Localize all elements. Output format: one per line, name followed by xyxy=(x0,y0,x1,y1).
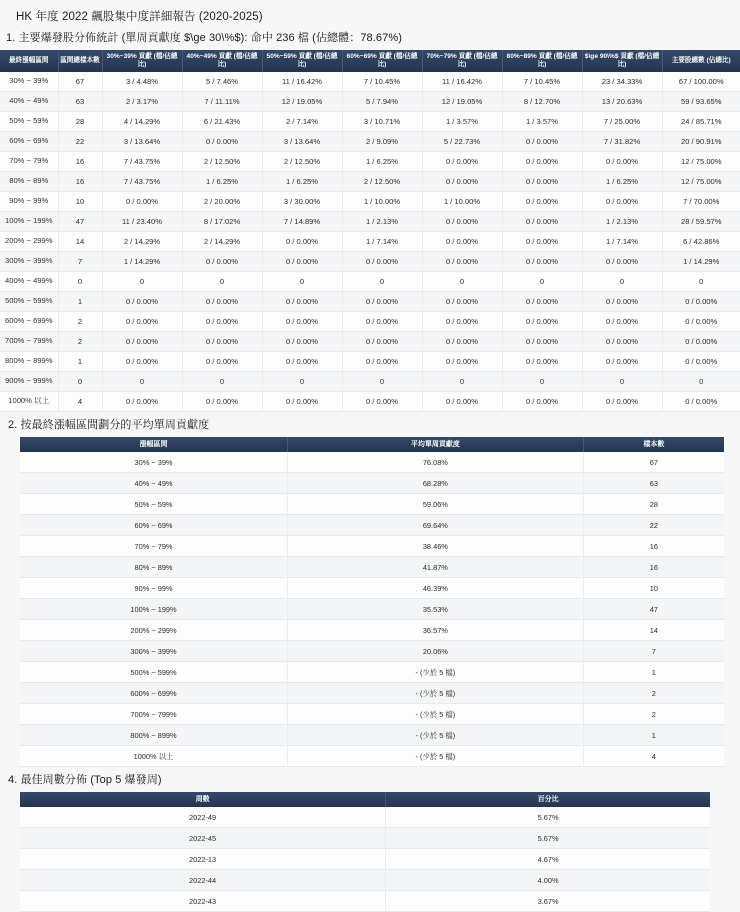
table-row xyxy=(0,92,740,112)
cell-avg: 59.06% xyxy=(288,494,584,515)
table-row xyxy=(0,112,740,132)
cell-sample-count: 67 xyxy=(58,72,102,92)
section-4-heading: 4. 最佳周數分佈 (Top 5 爆發周) xyxy=(8,774,162,786)
cell-percentage: 5.67% xyxy=(386,807,710,828)
table-row xyxy=(20,725,724,746)
cell-ge-90: 0 / 0.00% xyxy=(582,332,662,352)
cell-30-39: 0 / 0.00% xyxy=(102,312,182,332)
cell-range: 80% ~ 89% xyxy=(20,557,288,578)
cell-80-89: 0 / 0.00% xyxy=(502,212,582,232)
cell-70-79: 0 / 0.00% xyxy=(422,352,502,372)
cell-sample-count: 22 xyxy=(58,132,102,152)
avg-contribution-table xyxy=(20,437,724,767)
cell-avg: - (少於 5 檔) xyxy=(288,662,584,683)
cell-50-59: 0 / 0.00% xyxy=(262,392,342,412)
cell-50-59: 0 / 0.00% xyxy=(262,232,342,252)
cell-60-69: 0 xyxy=(342,372,422,392)
table-row xyxy=(20,536,724,557)
cell-ge-90: 0 / 0.00% xyxy=(582,392,662,412)
section-2-heading: 2. 按最終漲幅區間劃分的平均單周貢獻度 xyxy=(8,419,210,431)
cell-70-79: 0 / 0.00% xyxy=(422,232,502,252)
column-header-70-79: 70%~79% 貢獻 (檔/佔總比) xyxy=(422,50,502,72)
table-row xyxy=(20,870,710,891)
cell-60-69: 1 / 6.25% xyxy=(342,152,422,172)
table-row xyxy=(0,272,740,292)
cell-ge-90: 1 / 6.25% xyxy=(582,172,662,192)
cell-ge-90: 0 / 0.00% xyxy=(582,252,662,272)
cell-range: 70% ~ 79% xyxy=(0,152,58,172)
page-title: HK 年度 2022 飆股集中度詳細報告 (2020-2025) xyxy=(16,11,263,23)
column-header-ge-90: $\ge 90\%$ 貢獻 (檔/佔總比) xyxy=(582,50,662,72)
cell-count: 14 xyxy=(583,620,724,641)
table-row xyxy=(0,352,740,372)
cell-80-89: 0 / 0.00% xyxy=(502,232,582,252)
table-row xyxy=(20,891,710,912)
cell-40-49: 8 / 17.02% xyxy=(182,212,262,232)
cell-40-49: 0 / 0.00% xyxy=(182,392,262,412)
cell-sample-count: 14 xyxy=(58,232,102,252)
column-header-range: 漲幅區間 xyxy=(20,437,288,452)
distribution-table-body xyxy=(0,72,740,412)
cell-40-49: 2 / 12.50% xyxy=(182,152,262,172)
cell-50-59: 2 / 7.14% xyxy=(262,112,342,132)
cell-avg: - (少於 5 檔) xyxy=(288,725,584,746)
cell-count: 10 xyxy=(583,578,724,599)
cell-range: 1000% 以上 xyxy=(20,746,288,767)
cell-range: 200% ~ 299% xyxy=(20,620,288,641)
cell-range: 600% ~ 699% xyxy=(0,312,58,332)
cell-60-69: 0 xyxy=(342,272,422,292)
cell-80-89: 0 / 0.00% xyxy=(502,192,582,212)
table-row xyxy=(0,72,740,92)
table-header-row xyxy=(20,437,724,452)
avg-contribution-table-body xyxy=(20,452,724,767)
cell-40-49: 5 / 7.46% xyxy=(182,72,262,92)
cell-range: 200% ~ 299% xyxy=(0,232,58,252)
cell-week: 2022-45 xyxy=(20,828,386,849)
table-row xyxy=(20,494,724,515)
cell-ge-90: 0 / 0.00% xyxy=(582,292,662,312)
cell-50-59: 7 / 14.89% xyxy=(262,212,342,232)
column-header-30-39: 30%~39% 貢獻 (檔/佔總比) xyxy=(102,50,182,72)
cell-range: 50% ~ 59% xyxy=(20,494,288,515)
cell-ge-90: 7 / 25.00% xyxy=(582,112,662,132)
cell-40-49: 0 xyxy=(182,272,262,292)
table-row xyxy=(20,662,724,683)
cell-60-69: 3 / 10.71% xyxy=(342,112,422,132)
cell-avg: 41.87% xyxy=(288,557,584,578)
cell-total: 0 / 0.00% xyxy=(662,292,740,312)
cell-60-69: 0 / 0.00% xyxy=(342,352,422,372)
cell-80-89: 0 / 0.00% xyxy=(502,252,582,272)
table-row xyxy=(20,746,724,767)
cell-40-49: 0 / 0.00% xyxy=(182,252,262,272)
cell-80-89: 0 / 0.00% xyxy=(502,132,582,152)
cell-sample-count: 63 xyxy=(58,92,102,112)
cell-total: 12 / 75.00% xyxy=(662,152,740,172)
cell-count: 16 xyxy=(583,536,724,557)
cell-50-59: 0 / 0.00% xyxy=(262,252,342,272)
top-weeks-table-wrap xyxy=(0,792,740,912)
cell-week: 2022-44 xyxy=(20,870,386,891)
cell-percentage: 4.00% xyxy=(386,870,710,891)
cell-30-39: 0 / 0.00% xyxy=(102,292,182,312)
cell-ge-90: 1 / 7.14% xyxy=(582,232,662,252)
cell-50-59: 0 xyxy=(262,372,342,392)
cell-70-79: 0 / 0.00% xyxy=(422,312,502,332)
cell-week: 2022-13 xyxy=(20,849,386,870)
cell-40-49: 0 / 0.00% xyxy=(182,312,262,332)
cell-count: 28 xyxy=(583,494,724,515)
cell-70-79: 1 / 3.57% xyxy=(422,112,502,132)
column-header-60-69: 60%~69% 貢獻 (檔/佔總比) xyxy=(342,50,422,72)
table-row xyxy=(20,641,724,662)
cell-30-39: 7 / 43.75% xyxy=(102,152,182,172)
column-header-sample-count: 樣本數 xyxy=(583,437,724,452)
cell-avg: 46.39% xyxy=(288,578,584,599)
cell-40-49: 7 / 11.11% xyxy=(182,92,262,112)
table-header-row xyxy=(20,792,710,807)
cell-total: 0 xyxy=(662,372,740,392)
cell-50-59: 3 / 13.64% xyxy=(262,132,342,152)
cell-sample-count: 2 xyxy=(58,312,102,332)
cell-40-49: 0 / 0.00% xyxy=(182,292,262,312)
table-row xyxy=(20,578,724,599)
cell-60-69: 2 / 9.09% xyxy=(342,132,422,152)
cell-range: 500% ~ 599% xyxy=(0,292,58,312)
table-row xyxy=(0,152,740,172)
cell-total: 0 / 0.00% xyxy=(662,392,740,412)
top-weeks-table-header xyxy=(20,792,710,807)
cell-50-59: 0 / 0.00% xyxy=(262,352,342,372)
cell-50-59: 0 / 0.00% xyxy=(262,312,342,332)
cell-80-89: 0 xyxy=(502,272,582,292)
cell-70-79: 0 / 0.00% xyxy=(422,212,502,232)
cell-range: 800% ~ 899% xyxy=(20,725,288,746)
cell-range: 700% ~ 799% xyxy=(20,704,288,725)
cell-80-89: 0 / 0.00% xyxy=(502,392,582,412)
section-1-heading: 1. 主要爆發股分佈統計 (單周貢獻度 $\ge 30\%$): 命中 236 檔 (佔總體：78.67%) xyxy=(6,32,402,44)
cell-range: 1000% 以上 xyxy=(0,392,58,412)
cell-range: 90% ~ 99% xyxy=(20,578,288,599)
cell-sample-count: 16 xyxy=(58,152,102,172)
table-row xyxy=(20,557,724,578)
cell-80-89: 0 / 0.00% xyxy=(502,332,582,352)
table-row xyxy=(0,192,740,212)
cell-60-69: 0 / 0.00% xyxy=(342,332,422,352)
cell-range: 30% ~ 39% xyxy=(0,72,58,92)
cell-percentage: 3.67% xyxy=(386,891,710,912)
cell-range: 700% ~ 799% xyxy=(0,332,58,352)
cell-range: 300% ~ 399% xyxy=(20,641,288,662)
cell-total: 0 / 0.00% xyxy=(662,352,740,372)
cell-range: 60% ~ 69% xyxy=(0,132,58,152)
cell-ge-90: 0 / 0.00% xyxy=(582,312,662,332)
cell-percentage: 4.67% xyxy=(386,849,710,870)
cell-sample-count: 1 xyxy=(58,352,102,372)
cell-range: 60% ~ 69% xyxy=(20,515,288,536)
column-header-total: 主要股總數 (佔總比) xyxy=(662,50,740,72)
cell-sample-count: 0 xyxy=(58,372,102,392)
cell-70-79: 0 / 0.00% xyxy=(422,252,502,272)
cell-30-39: 4 / 14.29% xyxy=(102,112,182,132)
cell-avg: 36.57% xyxy=(288,620,584,641)
cell-80-89: 0 / 0.00% xyxy=(502,312,582,332)
cell-sample-count: 0 xyxy=(58,272,102,292)
cell-40-49: 0 / 0.00% xyxy=(182,332,262,352)
cell-sample-count: 10 xyxy=(58,192,102,212)
cell-range: 500% ~ 599% xyxy=(20,662,288,683)
cell-sample-count: 47 xyxy=(58,212,102,232)
cell-sample-count: 7 xyxy=(58,252,102,272)
cell-total: 7 / 70.00% xyxy=(662,192,740,212)
cell-count: 2 xyxy=(583,683,724,704)
cell-50-59: 2 / 12.50% xyxy=(262,152,342,172)
cell-30-39: 0 xyxy=(102,372,182,392)
cell-avg: 35.53% xyxy=(288,599,584,620)
cell-80-89: 0 / 0.00% xyxy=(502,172,582,192)
cell-sample-count: 16 xyxy=(58,172,102,192)
table-row xyxy=(0,212,740,232)
cell-30-39: 0 xyxy=(102,272,182,292)
cell-30-39: 11 / 23.40% xyxy=(102,212,182,232)
cell-count: 2 xyxy=(583,704,724,725)
cell-range: 80% ~ 89% xyxy=(0,172,58,192)
distribution-table xyxy=(0,50,740,412)
column-header-week: 周數 xyxy=(20,792,386,807)
cell-total: 28 / 59.57% xyxy=(662,212,740,232)
cell-60-69: 7 / 10.45% xyxy=(342,72,422,92)
cell-avg: - (少於 5 檔) xyxy=(288,683,584,704)
cell-70-79: 0 xyxy=(422,372,502,392)
cell-30-39: 0 / 0.00% xyxy=(102,192,182,212)
table-row xyxy=(20,704,724,725)
cell-count: 22 xyxy=(583,515,724,536)
cell-range: 50% ~ 59% xyxy=(0,112,58,132)
table-row xyxy=(20,620,724,641)
cell-70-79: 0 / 0.00% xyxy=(422,332,502,352)
cell-60-69: 0 / 0.00% xyxy=(342,292,422,312)
cell-40-49: 0 / 0.00% xyxy=(182,132,262,152)
cell-sample-count: 1 xyxy=(58,292,102,312)
cell-40-49: 1 / 6.25% xyxy=(182,172,262,192)
cell-range: 40% ~ 49% xyxy=(20,473,288,494)
cell-60-69: 5 / 7.94% xyxy=(342,92,422,112)
cell-range: 900% ~ 999% xyxy=(0,372,58,392)
cell-70-79: 11 / 16.42% xyxy=(422,72,502,92)
cell-40-49: 0 / 0.00% xyxy=(182,352,262,372)
table-row xyxy=(0,172,740,192)
cell-total: 20 / 90.91% xyxy=(662,132,740,152)
table-row xyxy=(0,232,740,252)
cell-ge-90: 23 / 34.33% xyxy=(582,72,662,92)
cell-80-89: 8 / 12.70% xyxy=(502,92,582,112)
top-weeks-table xyxy=(20,792,710,912)
table-header-row xyxy=(0,50,740,72)
cell-avg: 20.06% xyxy=(288,641,584,662)
table-row xyxy=(20,599,724,620)
cell-80-89: 0 / 0.00% xyxy=(502,152,582,172)
cell-30-39: 3 / 4.48% xyxy=(102,72,182,92)
cell-40-49: 2 / 20.00% xyxy=(182,192,262,212)
table-row xyxy=(0,312,740,332)
cell-total: 67 / 100.00% xyxy=(662,72,740,92)
cell-total: 12 / 75.00% xyxy=(662,172,740,192)
cell-range: 100% ~ 199% xyxy=(20,599,288,620)
cell-80-89: 1 / 3.57% xyxy=(502,112,582,132)
cell-70-79: 0 / 0.00% xyxy=(422,172,502,192)
cell-week: 2022-43 xyxy=(20,891,386,912)
cell-60-69: 0 / 0.00% xyxy=(342,252,422,272)
cell-70-79: 0 / 0.00% xyxy=(422,392,502,412)
cell-30-39: 3 / 13.64% xyxy=(102,132,182,152)
table-row xyxy=(0,292,740,312)
table-row xyxy=(0,252,740,272)
table-row xyxy=(20,473,724,494)
cell-sample-count: 4 xyxy=(58,392,102,412)
cell-avg: 76.08% xyxy=(288,452,584,473)
cell-50-59: 11 / 16.42% xyxy=(262,72,342,92)
cell-30-39: 1 / 14.29% xyxy=(102,252,182,272)
cell-40-49: 6 / 21.43% xyxy=(182,112,262,132)
cell-80-89: 7 / 10.45% xyxy=(502,72,582,92)
column-header-avg-weekly-contribution: 平均單周貢獻度 xyxy=(288,437,584,452)
table-row xyxy=(0,372,740,392)
cell-range: 40% ~ 49% xyxy=(0,92,58,112)
cell-count: 67 xyxy=(583,452,724,473)
cell-avg: - (少於 5 檔) xyxy=(288,746,584,767)
cell-70-79: 5 / 22.73% xyxy=(422,132,502,152)
cell-ge-90: 0 / 0.00% xyxy=(582,352,662,372)
cell-30-39: 7 / 43.75% xyxy=(102,172,182,192)
cell-ge-90: 0 / 0.00% xyxy=(582,192,662,212)
cell-60-69: 0 / 0.00% xyxy=(342,392,422,412)
cell-ge-90: 0 / 0.00% xyxy=(582,152,662,172)
cell-total: 59 / 93.65% xyxy=(662,92,740,112)
cell-sample-count: 2 xyxy=(58,332,102,352)
cell-30-39: 0 / 0.00% xyxy=(102,332,182,352)
cell-count: 16 xyxy=(583,557,724,578)
cell-count: 1 xyxy=(583,725,724,746)
cell-50-59: 0 xyxy=(262,272,342,292)
cell-ge-90: 7 / 31.82% xyxy=(582,132,662,152)
cell-60-69: 0 / 0.00% xyxy=(342,312,422,332)
cell-60-69: 1 / 2.13% xyxy=(342,212,422,232)
cell-70-79: 1 / 10.00% xyxy=(422,192,502,212)
cell-40-49: 2 / 14.29% xyxy=(182,232,262,252)
cell-count: 4 xyxy=(583,746,724,767)
cell-50-59: 0 / 0.00% xyxy=(262,292,342,312)
cell-avg: 38.46% xyxy=(288,536,584,557)
cell-40-49: 0 xyxy=(182,372,262,392)
cell-ge-90: 0 xyxy=(582,372,662,392)
cell-range: 800% ~ 899% xyxy=(0,352,58,372)
cell-avg: - (少於 5 檔) xyxy=(288,704,584,725)
table-row xyxy=(20,807,710,828)
table-row xyxy=(20,683,724,704)
top-weeks-table-body xyxy=(20,807,710,912)
cell-60-69: 1 / 10.00% xyxy=(342,192,422,212)
cell-30-39: 2 / 14.29% xyxy=(102,232,182,252)
cell-total: 24 / 85.71% xyxy=(662,112,740,132)
table-row xyxy=(20,828,710,849)
cell-70-79: 0 / 0.00% xyxy=(422,152,502,172)
cell-total: 0 / 0.00% xyxy=(662,332,740,352)
cell-total: 0 / 0.00% xyxy=(662,312,740,332)
column-header-percentage: 百分比 xyxy=(386,792,710,807)
distribution-table-header xyxy=(0,50,740,72)
cell-50-59: 3 / 30.00% xyxy=(262,192,342,212)
table-row xyxy=(0,392,740,412)
table-row xyxy=(20,452,724,473)
cell-80-89: 0 / 0.00% xyxy=(502,292,582,312)
table-row xyxy=(20,515,724,536)
cell-total: 1 / 14.29% xyxy=(662,252,740,272)
cell-count: 7 xyxy=(583,641,724,662)
cell-ge-90: 13 / 20.63% xyxy=(582,92,662,112)
cell-30-39: 2 / 3.17% xyxy=(102,92,182,112)
cell-range: 400% ~ 499% xyxy=(0,272,58,292)
cell-range: 600% ~ 699% xyxy=(20,683,288,704)
cell-ge-90: 1 / 2.13% xyxy=(582,212,662,232)
cell-percentage: 5.67% xyxy=(386,828,710,849)
cell-range: 90% ~ 99% xyxy=(0,192,58,212)
cell-50-59: 0 / 0.00% xyxy=(262,332,342,352)
column-header-sample-count: 區間總樣本數 xyxy=(58,50,102,72)
cell-60-69: 1 / 7.14% xyxy=(342,232,422,252)
cell-range: 300% ~ 399% xyxy=(0,252,58,272)
cell-total: 0 xyxy=(662,272,740,292)
cell-80-89: 0 / 0.00% xyxy=(502,352,582,372)
table-row xyxy=(0,132,740,152)
cell-count: 1 xyxy=(583,662,724,683)
cell-range: 100% ~ 199% xyxy=(0,212,58,232)
cell-count: 63 xyxy=(583,473,724,494)
cell-70-79: 0 xyxy=(422,272,502,292)
cell-week: 2022-49 xyxy=(20,807,386,828)
cell-50-59: 1 / 6.25% xyxy=(262,172,342,192)
cell-70-79: 0 / 0.00% xyxy=(422,292,502,312)
cell-70-79: 12 / 19.05% xyxy=(422,92,502,112)
table-row xyxy=(0,332,740,352)
cell-80-89: 0 xyxy=(502,372,582,392)
column-header-80-89: 80%~89% 貢獻 (檔/佔總比) xyxy=(502,50,582,72)
cell-avg: 69.64% xyxy=(288,515,584,536)
cell-range: 30% ~ 39% xyxy=(20,452,288,473)
cell-avg: 68.28% xyxy=(288,473,584,494)
cell-range: 70% ~ 79% xyxy=(20,536,288,557)
cell-sample-count: 28 xyxy=(58,112,102,132)
cell-60-69: 2 / 12.50% xyxy=(342,172,422,192)
table-row xyxy=(20,849,710,870)
avg-contribution-table-wrap xyxy=(0,437,740,767)
avg-contribution-table-header xyxy=(20,437,724,452)
cell-count: 47 xyxy=(583,599,724,620)
column-header-40-49: 40%~49% 貢獻 (檔/佔總比) xyxy=(182,50,262,72)
column-header-range: 最終漲幅區間 xyxy=(0,50,58,72)
cell-30-39: 0 / 0.00% xyxy=(102,392,182,412)
column-header-50-59: 50%~59% 貢獻 (檔/佔總比) xyxy=(262,50,342,72)
cell-ge-90: 0 xyxy=(582,272,662,292)
cell-total: 6 / 42.86% xyxy=(662,232,740,252)
cell-30-39: 0 / 0.00% xyxy=(102,352,182,372)
cell-50-59: 12 / 19.05% xyxy=(262,92,342,112)
